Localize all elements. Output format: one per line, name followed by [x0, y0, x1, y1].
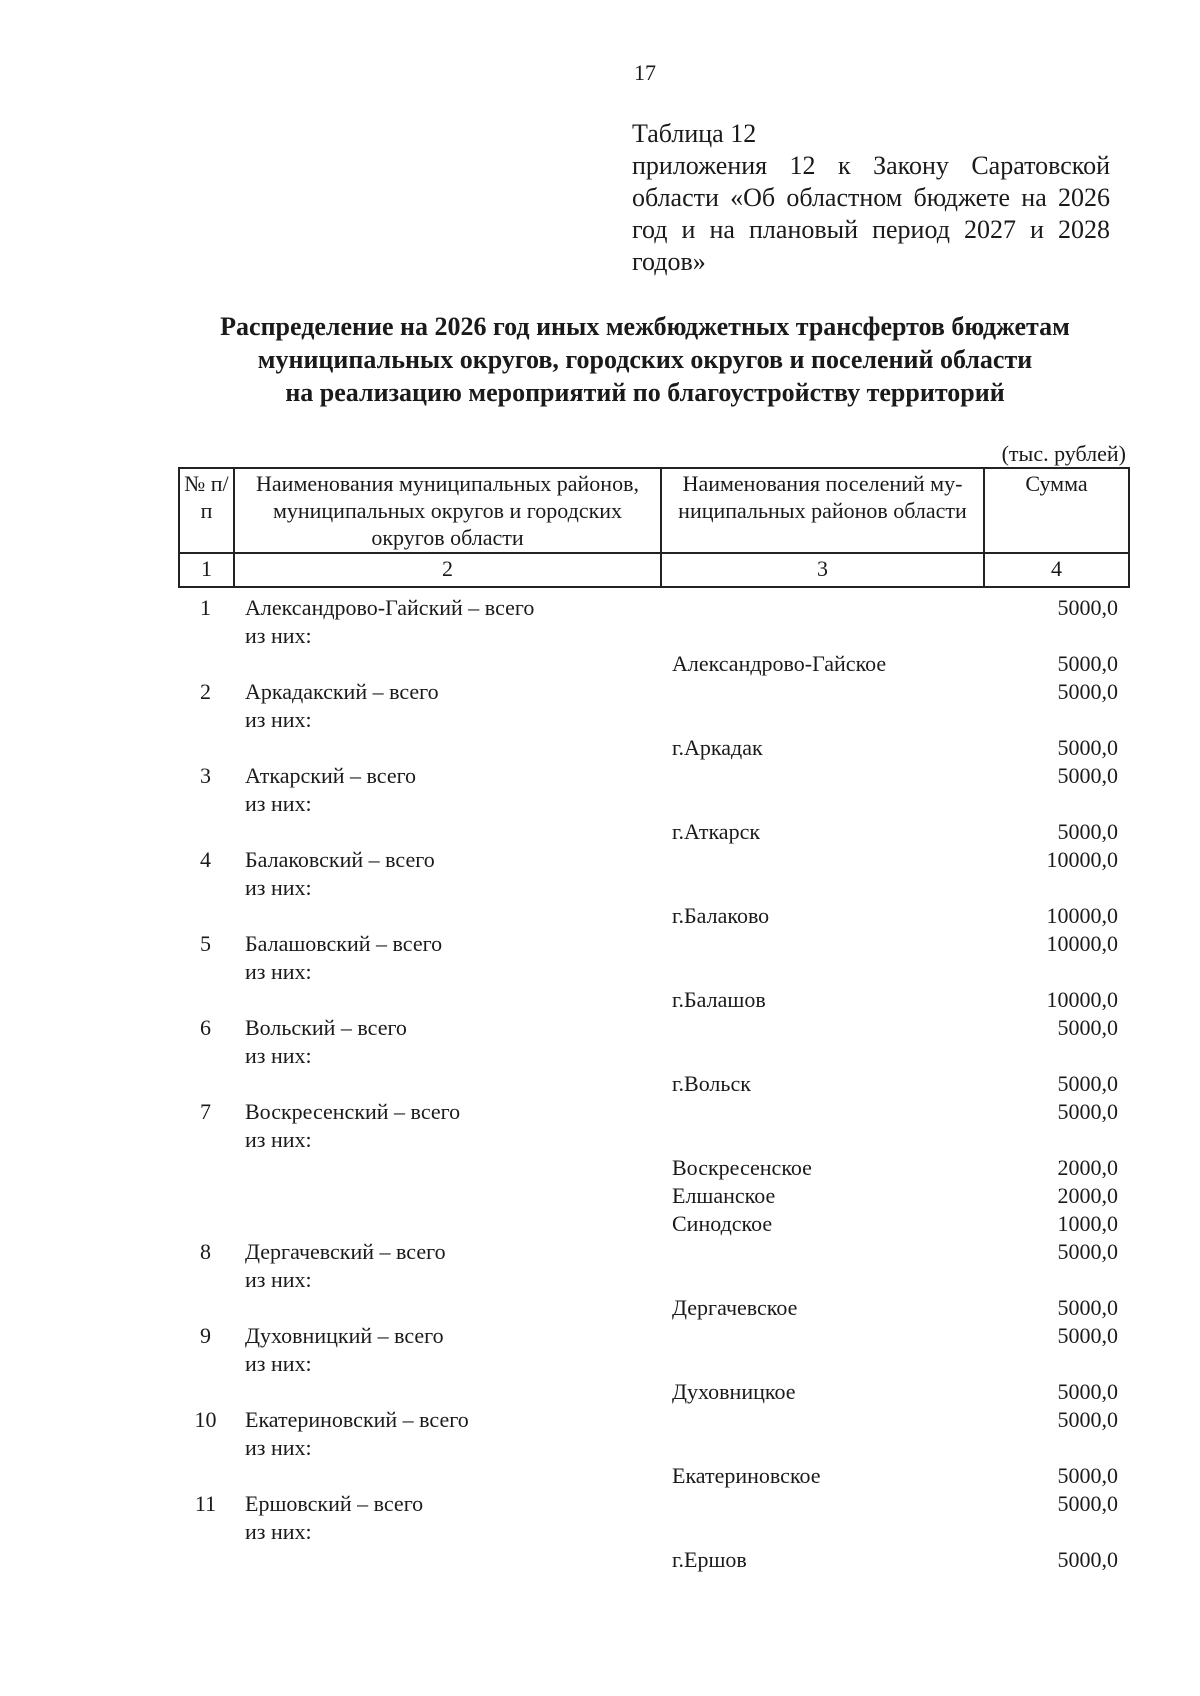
row-sum: 5000,0 [1057, 1099, 1118, 1124]
table-row [178, 594, 1128, 622]
table-row [178, 1322, 1128, 1350]
table-header [178, 467, 1130, 588]
title-line-1: Распределение на 2026 год иных межбюджетных трансфертов бюджетам [220, 312, 1070, 341]
row-district: из них: [245, 791, 312, 816]
row-settlement: Воскресенское [672, 1155, 812, 1180]
row-district: Вольский – всего [245, 1015, 407, 1040]
row-sum: 5000,0 [1057, 651, 1118, 676]
caption-law-reference: приложения 12 к Закону Саратовской области «Об областном бюджете на 2026 год и на плановый период 2027 и 2028 годов» [632, 151, 1110, 276]
table-row [178, 1014, 1128, 1042]
row-district: из них: [245, 623, 312, 648]
row-sum: 5000,0 [1057, 1491, 1118, 1516]
row-sum: 5000,0 [1057, 1015, 1118, 1040]
row-district: Аркадакский – всего [245, 679, 439, 704]
row-sum: 5000,0 [1057, 763, 1118, 788]
row-sum: 5000,0 [1057, 679, 1118, 704]
row-number: 10 [194, 1407, 217, 1432]
table-row [178, 678, 1128, 706]
row-district: из них: [245, 1043, 312, 1068]
table-row [178, 1210, 1128, 1238]
row-settlement: Екатериновское [672, 1463, 821, 1488]
row-settlement: г.Балаково [672, 903, 770, 928]
row-settlement: Синодское [672, 1211, 773, 1236]
row-district: Балашовский – всего [245, 931, 443, 956]
title-line-2: муниципальных округов, городских округов и поселений области [257, 345, 1033, 374]
table-row [178, 818, 1128, 846]
row-district: Духовницкий – всего [245, 1323, 444, 1348]
units-label: (тыс. рублей) [1001, 441, 1126, 466]
row-sum: 5000,0 [1057, 1379, 1118, 1404]
row-district: Дергачевский – всего [245, 1239, 446, 1264]
table-row [178, 1406, 1128, 1434]
table-row [178, 986, 1128, 1014]
header-sum: Сумма [984, 468, 1129, 553]
table-row [178, 1350, 1128, 1378]
table-row [178, 650, 1128, 678]
table-row [178, 874, 1128, 902]
column-number-4: 4 [984, 553, 1129, 587]
row-sum: 5000,0 [1057, 1071, 1118, 1096]
table-row [178, 1462, 1128, 1490]
row-number: 4 [200, 847, 211, 872]
column-number-1: 1 [179, 553, 234, 587]
row-settlement: г.Аркадак [672, 735, 763, 760]
table-row [178, 790, 1128, 818]
row-district: Екатериновский – всего [245, 1407, 469, 1432]
column-number-3: 3 [661, 553, 984, 587]
table-row [178, 1518, 1128, 1546]
title-line-3: на реализацию мероприятий по благоустройству территорий [285, 378, 1005, 407]
row-settlement: г.Вольск [672, 1071, 751, 1096]
row-sum: 10000,0 [1046, 847, 1118, 872]
row-district: из них: [245, 1127, 312, 1152]
row-number: 8 [200, 1239, 211, 1264]
table-row [178, 1182, 1128, 1210]
row-district: из них: [245, 1519, 312, 1544]
table-row [178, 1266, 1128, 1294]
table-row [178, 1378, 1128, 1406]
row-number: 6 [200, 1015, 211, 1040]
row-settlement: Дергачевское [672, 1295, 798, 1320]
row-settlement: г.Аткарск [672, 819, 761, 844]
row-settlement: Александрово-Гайское [672, 651, 887, 676]
row-sum: 2000,0 [1057, 1155, 1118, 1180]
table-row [178, 902, 1128, 930]
table-row [178, 762, 1128, 790]
row-sum: 5000,0 [1057, 1239, 1118, 1264]
row-district: Ершовский – всего [245, 1491, 424, 1516]
row-sum: 2000,0 [1057, 1183, 1118, 1208]
header-number: № п/п [179, 468, 234, 553]
row-district: Александрово-Гайский – всего [245, 595, 535, 620]
row-sum: 5000,0 [1057, 1463, 1118, 1488]
row-district: из них: [245, 1435, 312, 1460]
table-row [178, 734, 1128, 762]
table-row [178, 1434, 1128, 1462]
row-number: 7 [200, 1099, 211, 1124]
table-row [178, 622, 1128, 650]
row-sum: 5000,0 [1057, 735, 1118, 760]
document-title [150, 310, 1140, 409]
row-number: 2 [200, 679, 211, 704]
table-row [178, 846, 1128, 874]
row-number: 3 [200, 763, 211, 788]
row-sum: 5000,0 [1057, 1547, 1118, 1572]
row-sum: 10000,0 [1046, 903, 1118, 928]
row-settlement: г.Балашов [672, 987, 766, 1012]
caption-table-label: Таблица 12 [632, 119, 757, 148]
table-row [178, 958, 1128, 986]
row-sum: 10000,0 [1046, 931, 1118, 956]
row-district: из них: [245, 1351, 312, 1376]
row-district: из них: [245, 875, 312, 900]
row-sum: 10000,0 [1046, 987, 1118, 1012]
table-row [178, 1238, 1128, 1266]
header-districts: Наименования муниципальных районов, муниципальных округов и городских округов области [234, 468, 661, 553]
row-number: 11 [194, 1491, 217, 1516]
header-settlements: Наименования поселений му-ниципальных районов области [661, 468, 984, 553]
row-number: 5 [200, 931, 211, 956]
table-row [178, 1294, 1128, 1322]
row-sum: 5000,0 [1057, 1323, 1118, 1348]
page-number: 17 [634, 60, 656, 85]
row-sum: 5000,0 [1057, 1295, 1118, 1320]
row-number: 9 [200, 1323, 211, 1348]
table-row [178, 1070, 1128, 1098]
row-district: из них: [245, 707, 312, 732]
table-row [178, 1154, 1128, 1182]
table-row [178, 930, 1128, 958]
row-settlement: г.Ершов [672, 1547, 747, 1572]
table-row [178, 1098, 1128, 1126]
table-row [178, 1042, 1128, 1070]
row-district: из них: [245, 1267, 312, 1292]
table-caption [632, 118, 1110, 278]
row-sum: 5000,0 [1057, 1407, 1118, 1432]
table-row [178, 1546, 1128, 1574]
table-row [178, 1490, 1128, 1518]
row-sum: 5000,0 [1057, 819, 1118, 844]
row-district: Воскресенский – всего [245, 1099, 461, 1124]
row-number: 1 [200, 595, 211, 620]
row-district: Балаковский – всего [245, 847, 435, 872]
table-body [178, 594, 1128, 1574]
row-sum: 5000,0 [1057, 595, 1118, 620]
row-district: Аткарский – всего [245, 763, 417, 788]
table-row [178, 706, 1128, 734]
row-settlement: Духовницкое [672, 1379, 796, 1404]
table-row [178, 1126, 1128, 1154]
row-district: из них: [245, 959, 312, 984]
column-number-2: 2 [234, 553, 661, 587]
row-sum: 1000,0 [1057, 1211, 1118, 1236]
row-settlement: Елшанское [672, 1183, 776, 1208]
